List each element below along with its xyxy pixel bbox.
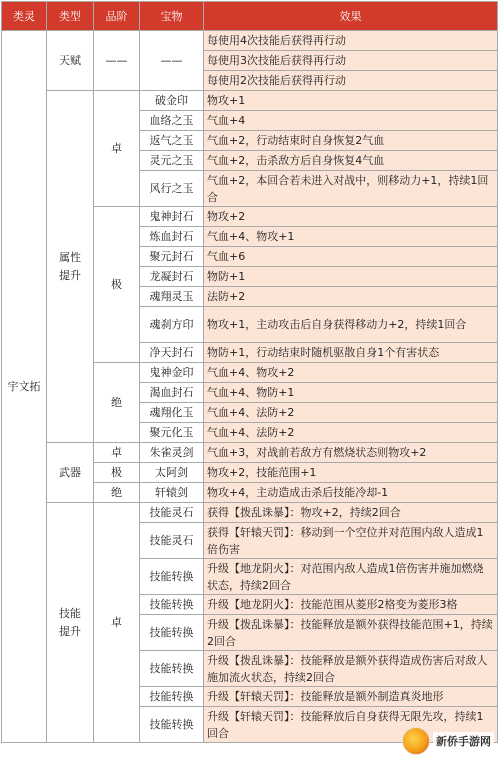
effect-cell: 气血+3，对战前若敌方有燃烧状态则物攻+2 (204, 443, 498, 463)
character-name: 宇文拓 (2, 31, 47, 743)
item-cell: 技能转换 (140, 615, 204, 651)
item-cell: 技能转换 (140, 707, 204, 743)
effect-cell: 气血+2，击杀敌方后自身恢复4气血 (204, 151, 498, 171)
grade-wuqi-ji: 极 (94, 463, 140, 483)
grade-jineng-zhuo: 卓 (94, 503, 140, 743)
table-row (2, 31, 498, 51)
item-cell: 太阿剑 (140, 463, 204, 483)
effect-cell: 升级【轩辕天罚】：技能释放是额外制造真炎地形 (204, 687, 498, 707)
effect-cell: 物攻+4，主动造成击杀后技能冷却-1 (204, 483, 498, 503)
header-bao-wu: 宝物 (140, 2, 204, 31)
item-cell: 魂刹方印 (140, 307, 204, 343)
item-cell: 技能转换 (140, 651, 204, 687)
header-lei-xing: 类型 (47, 2, 94, 31)
effect-cell: 法防+2 (204, 287, 498, 307)
effect-cell: 每使用4次技能后获得再行动 (204, 31, 498, 51)
type-tianfu: 天赋 (47, 31, 94, 91)
header-row (2, 2, 498, 31)
grade-ji: 极 (94, 207, 140, 363)
grade-wuqi-zhuo: 卓 (94, 443, 140, 463)
watermark-text: 新侨手游网 (433, 732, 494, 750)
item-cell: 朱雀灵剑 (140, 443, 204, 463)
effect-cell: 气血+4 (204, 111, 498, 131)
effect-cell: 气血+4、法防+2 (204, 403, 498, 423)
grade-zhuo: 卓 (94, 91, 140, 207)
item-cell: 技能灵石 (140, 503, 204, 523)
item-cell: 聚元化玉 (140, 423, 204, 443)
effect-cell: 气血+4、物攻+1 (204, 227, 498, 247)
item-cell: 渴血封石 (140, 383, 204, 403)
item-cell: 技能灵石 (140, 523, 204, 559)
effect-cell: 气血+2，本回合若未进入对战中，则移动力+1，持续1回合 (204, 171, 498, 207)
effect-cell: 升级【地龙阴火】：对范围内敌人造成1倍伤害并施加燃烧状态，持续2回合 (204, 559, 498, 595)
fire-phoenix-logo-icon (402, 727, 430, 755)
effect-cell: 升级【拨乱诛暴】：技能释放是额外获得造成伤害后对敌人施加流火状态，持续2回合 (204, 651, 498, 687)
effect-cell: 物防+1 (204, 267, 498, 287)
type-shuxing (47, 91, 94, 443)
effect-cell: 物攻+2 (204, 207, 498, 227)
item-cell: 技能转换 (140, 687, 204, 707)
effect-cell: 物攻+2，技能范围+1 (204, 463, 498, 483)
effect-cell: 升级【拨乱诛暴】：技能释放是额外获得技能范围+1，持续2回合 (204, 615, 498, 651)
item-cell: 风行之玉 (140, 171, 204, 207)
item-cell: 技能转换 (140, 559, 204, 595)
type-wuqi: 武器 (47, 443, 94, 503)
effect-cell: 气血+2，行动结束时自身恢复2气血 (204, 131, 498, 151)
effect-cell: 气血+4、法防+2 (204, 423, 498, 443)
item-cell: 聚元封石 (140, 247, 204, 267)
item-cell: 鬼神金印 (140, 363, 204, 383)
effect-cell: 升级【轩辕天罚】：技能释放后自身获得无限先攻，持续1回合 (204, 707, 498, 743)
item-cell: 净天封石 (140, 343, 204, 363)
header-pin-jie: 品阶 (94, 2, 140, 31)
effect-cell: 气血+4、物防+1 (204, 383, 498, 403)
item-cell: 破金印 (140, 91, 204, 111)
effect-cell: 获得【拨乱诛暴】：物攻+2，持续2回合 (204, 503, 498, 523)
watermark (402, 726, 494, 756)
effect-cell: 获得【轩辕天罚】：移动到一个空位并对范围内敌人造成1倍伤害 (204, 523, 498, 559)
item-cell: 返气之玉 (140, 131, 204, 151)
type-shuxing-line1: 属性 (59, 250, 81, 264)
table-row (2, 91, 498, 111)
effect-cell: 物攻+1 (204, 91, 498, 111)
grade-jue: 绝 (94, 363, 140, 443)
item-cell: 血络之玉 (140, 111, 204, 131)
effect-cell: 每使用3次技能后获得再行动 (204, 51, 498, 71)
effect-cell: 每使用2次技能后获得再行动 (204, 71, 498, 91)
table-row (2, 503, 498, 523)
item-cell: 灵元之玉 (140, 151, 204, 171)
type-jineng-line1: 技能 (59, 606, 81, 620)
table-row (2, 443, 498, 463)
header-lei-ling: 类灵 (2, 2, 47, 31)
grade-wuqi-jue: 绝 (94, 483, 140, 503)
item-cell: 龙凝封石 (140, 267, 204, 287)
tianfu-grade-dash: —— (94, 31, 140, 91)
effect-cell: 气血+6 (204, 247, 498, 267)
tianfu-item-dash: —— (140, 31, 204, 91)
treasure-table (1, 1, 498, 743)
item-cell: 轩辕剑 (140, 483, 204, 503)
item-cell: 魂翔灵玉 (140, 287, 204, 307)
effect-cell: 物防+1，行动结束时随机驱散自身1个有害状态 (204, 343, 498, 363)
item-cell: 炼血封石 (140, 227, 204, 247)
item-cell: 魂翔化玉 (140, 403, 204, 423)
type-jineng-line2: 提升 (59, 624, 81, 638)
effect-cell: 物攻+1，主动攻击后自身获得移动力+2，持续1回合 (204, 307, 498, 343)
item-cell: 鬼神封石 (140, 207, 204, 227)
effect-cell: 升级【地龙阴火】：技能范围从菱形2格变为菱形3格 (204, 595, 498, 615)
type-shuxing-line2: 提升 (59, 268, 81, 282)
type-jineng (47, 503, 94, 743)
effect-cell: 气血+4、物攻+2 (204, 363, 498, 383)
item-cell: 技能转换 (140, 595, 204, 615)
header-xiao-guo: 效果 (204, 2, 498, 31)
